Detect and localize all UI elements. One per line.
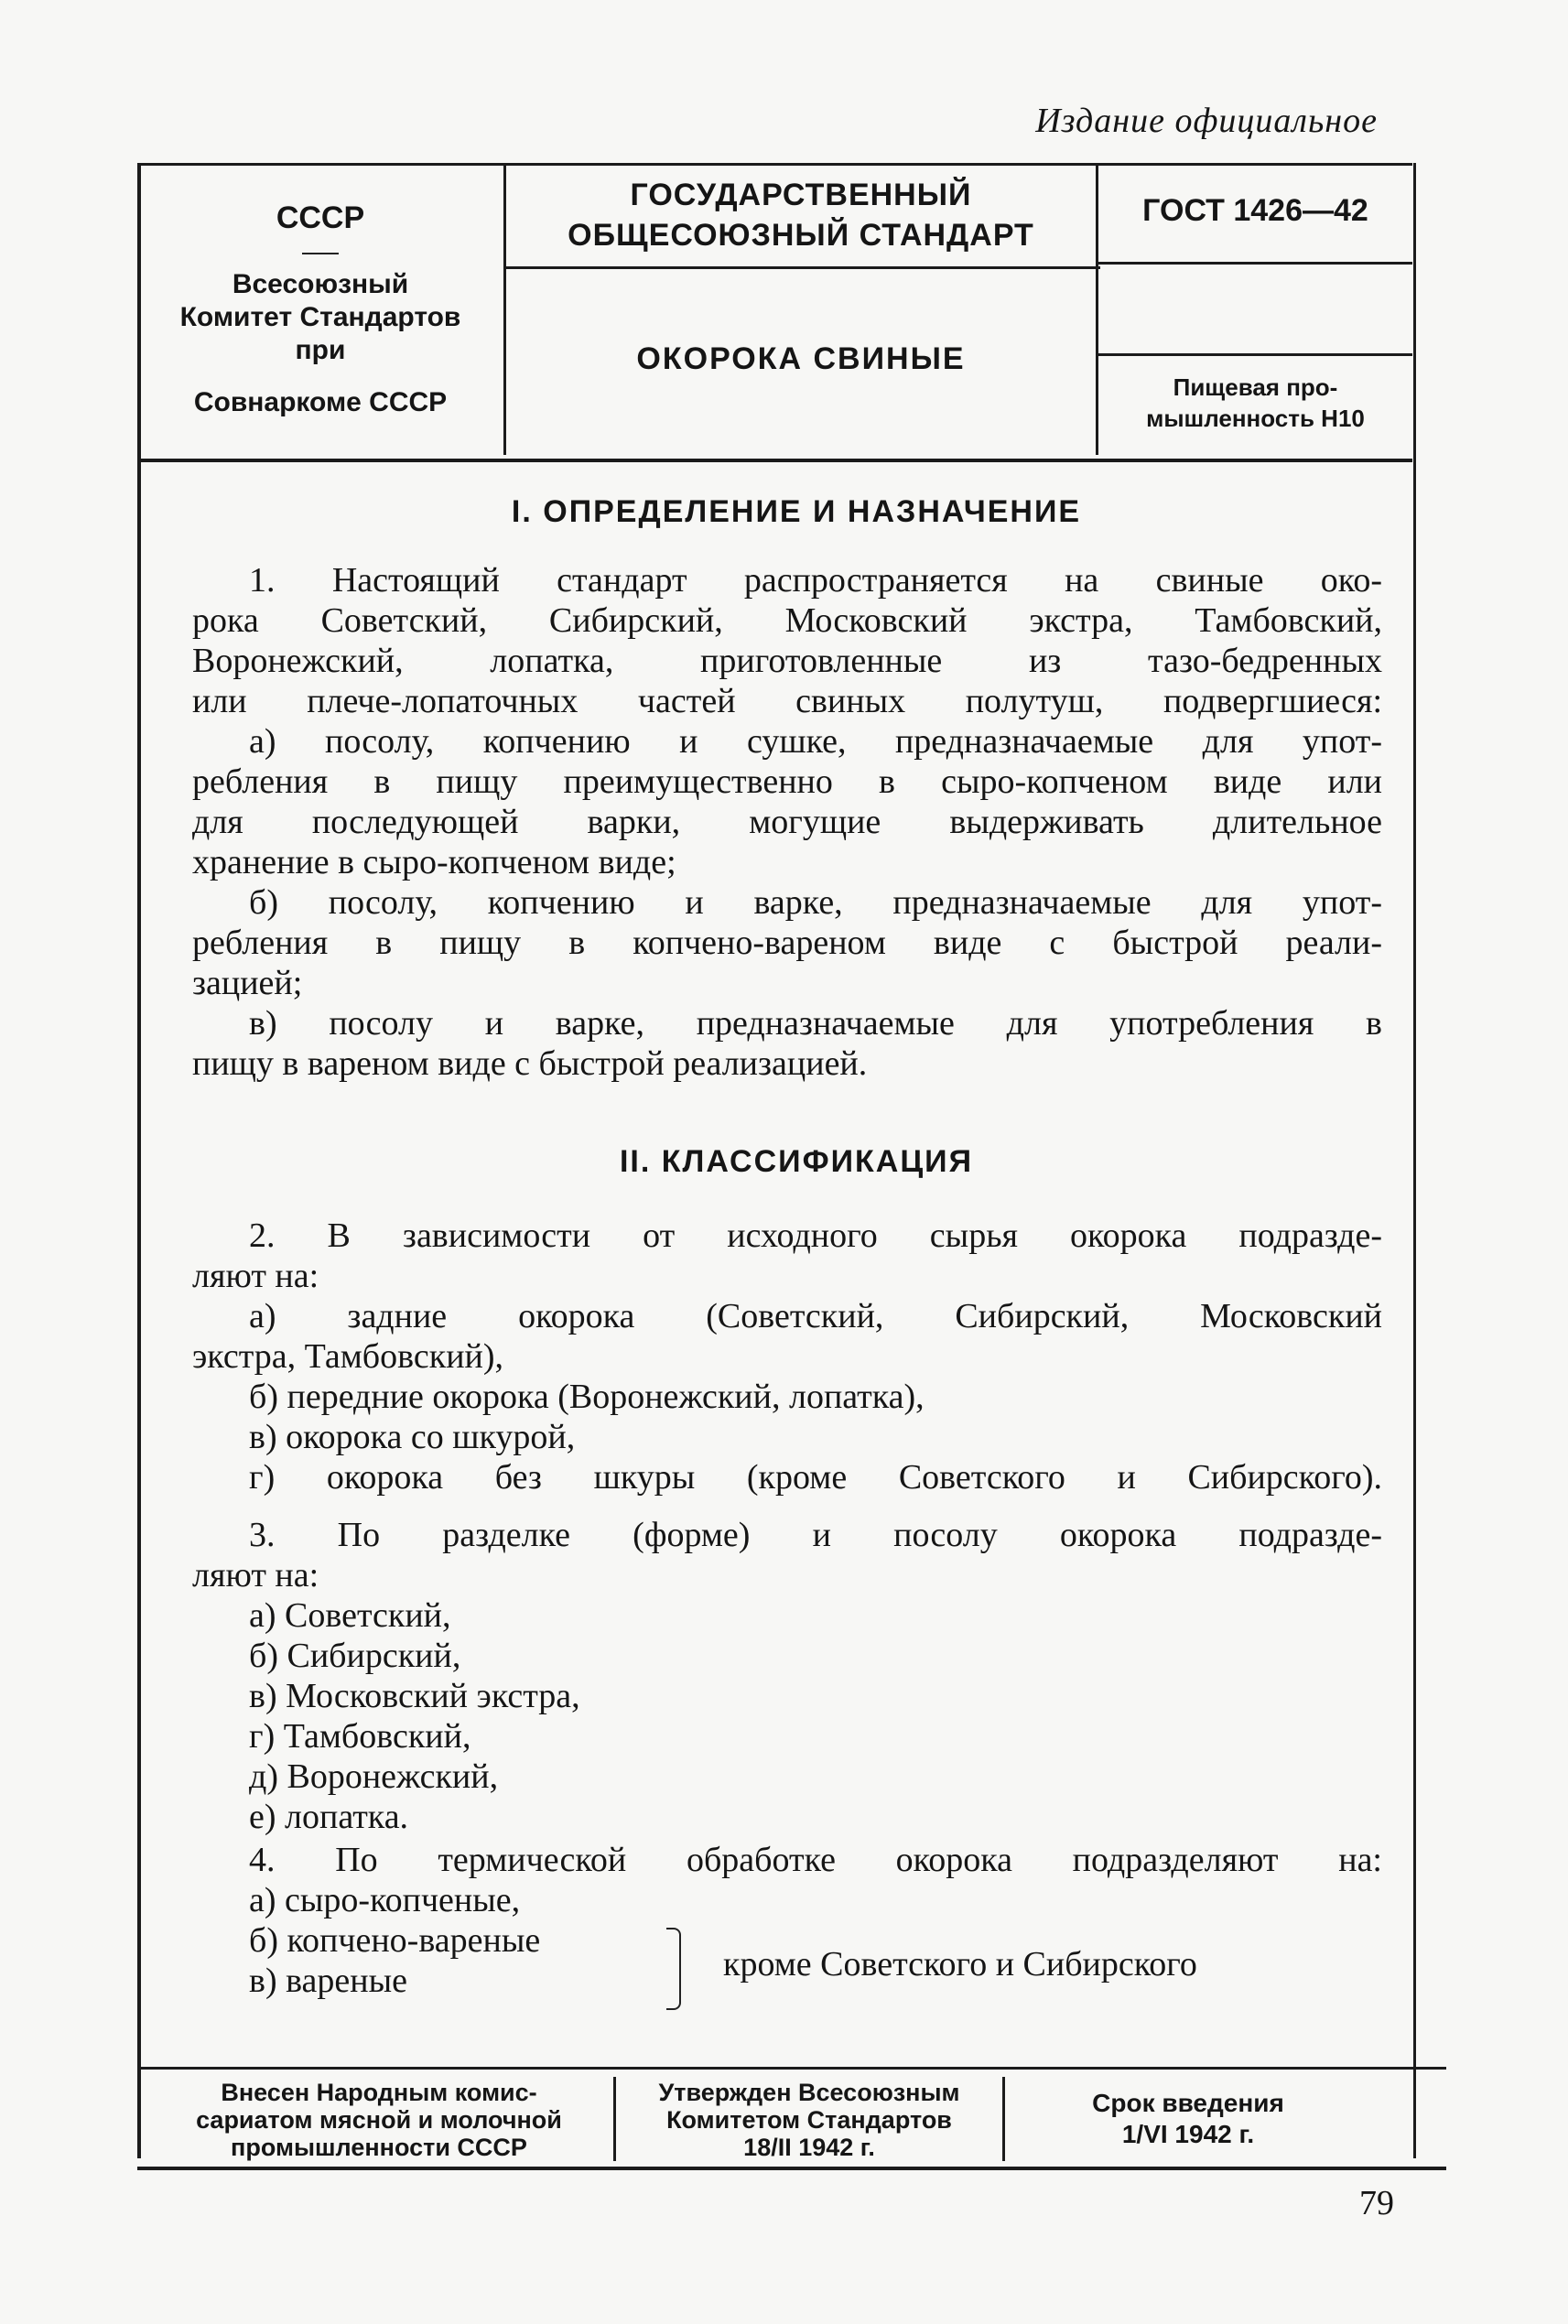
text-line: б) передние окорока (Воронежский, лопатка), xyxy=(249,1378,925,1416)
text-line: ляют на: xyxy=(192,1556,319,1594)
text-line: или плече-лопаточных частей свиных полутуш, подвергшиеся: xyxy=(192,682,1382,720)
edition-note: Издание официальное xyxy=(1035,102,1378,140)
industry-line-1: Пищевая про- xyxy=(1173,373,1338,401)
text-line: ляют на: xyxy=(192,1257,319,1295)
text-line: рока Советский, Сибирский, Московский экстра, Тамбовский, xyxy=(192,601,1382,640)
introduced-line-3: промышленности СССР xyxy=(231,2134,527,2161)
list-item: в) вареные xyxy=(249,1962,408,2000)
standard-type-line-1: ГОСУДАРСТВЕННЫЙ xyxy=(630,178,972,212)
paragraph-3-list xyxy=(192,1595,1382,1837)
text-line: в) посолу и варке, предназначаемые для употребления в xyxy=(249,1004,1382,1043)
approved-line-2: Комитетом Стандартов xyxy=(666,2106,952,2134)
standard-type-line-2: ОБЩЕСОЮЗНЫЙ СТАНДАРТ xyxy=(568,218,1034,253)
section-1-heading: I. ОПРЕДЕЛЕНИЕ И НАЗНАЧЕНИЕ xyxy=(511,494,1082,529)
product-title: ОКОРОКА СВИНЫЕ xyxy=(636,341,966,376)
list-item: а) сыро-копченые, xyxy=(249,1881,521,1919)
industry-label xyxy=(1098,372,1412,434)
list-item: д) Воронежский, xyxy=(249,1757,499,1796)
text-line: хранение в сыро-копченом виде; xyxy=(192,843,676,881)
effective-date xyxy=(1005,2088,1371,2150)
industry-line-2: мышленность Н10 xyxy=(1146,405,1365,432)
paragraph-4-note: кроме Советского и Сибирского xyxy=(723,1945,1197,1984)
gost-number: ГОСТ 1426—42 xyxy=(1142,193,1368,228)
introduced-line-2: сариатом мясной и молочной xyxy=(196,2106,562,2134)
effective-line-1: Срок введения xyxy=(1092,2089,1284,2117)
list-item: в) Московский экстра, xyxy=(249,1677,580,1715)
brace-icon xyxy=(666,1928,681,2010)
list-item: б) копчено-вареные xyxy=(249,1921,541,1960)
divider-dash xyxy=(302,253,339,254)
committee-line-1: Всесоюзный xyxy=(232,269,409,299)
text-line: г) окорока без шкуры (кроме Советского и Сибирского). xyxy=(249,1458,1382,1497)
header-block xyxy=(137,163,1412,462)
list-item: а) Советский, xyxy=(249,1596,451,1635)
committee-line-2: Комитет Стандартов xyxy=(179,302,461,332)
paragraph-3 xyxy=(192,1515,1382,1837)
introduced-line-1: Внесен Народным комис- xyxy=(221,2079,537,2106)
footer-block xyxy=(137,2067,1446,2170)
text-line: Воронежский, лопатка, приготовленные из тазо-бедренных xyxy=(192,642,1382,680)
text-line: зацией; xyxy=(192,964,303,1002)
text-line: б) посолу, копчению и варке, предназначаемые для упот- xyxy=(249,883,1382,922)
country-label: СССР xyxy=(276,200,365,235)
effective-line-2: 1/VI 1942 г. xyxy=(1121,2120,1255,2148)
section-1-text xyxy=(192,560,1382,1084)
list-item: е) лопатка. xyxy=(249,1798,409,1836)
text-line: для последующей варки, могущие выдерживать длительное xyxy=(192,803,1382,841)
text-line: 2. В зависимости от исходного сырья окорока подразде- xyxy=(249,1216,1382,1255)
text-line: ребления в пищу преимущественно в сыро-копченом виде или xyxy=(192,762,1382,801)
list-item: б) Сибирский, xyxy=(249,1637,461,1675)
paragraph-2 xyxy=(192,1216,1382,1497)
committee-text xyxy=(137,268,503,367)
approved-line-1: Утвержден Всесоюзным xyxy=(658,2079,960,2106)
text-line: в) окорока со шкурой, xyxy=(249,1418,576,1456)
standard-type xyxy=(506,175,1096,255)
approved-by xyxy=(616,2079,1002,2161)
text-line: а) задние окорока (Советский, Сибирский, Московский xyxy=(249,1297,1382,1335)
section-2-heading: II. КЛАССИФИКАЦИЯ xyxy=(619,1144,974,1179)
text-line: ребления в пищу в копчено-вареном виде с быстрой реали- xyxy=(192,924,1382,962)
approved-line-3: 18/II 1942 г. xyxy=(743,2134,875,2161)
page-number: 79 xyxy=(1359,2184,1394,2222)
sovnarkom-label: Совнаркоме СССР xyxy=(193,387,448,417)
text-line: экстра, Тамбовский), xyxy=(192,1337,504,1376)
text-line: а) посолу, копчению и сушке, предназначаемые для упот- xyxy=(249,722,1382,761)
text-line: 4. По термической обработке окорока подразделяют на: xyxy=(249,1841,1382,1879)
text-line: 1. Настоящий стандарт распространяется на свиные око- xyxy=(249,561,1382,600)
text-line: пищу в вареном виде с быстрой реализацией. xyxy=(192,1044,868,1083)
committee-line-3: при xyxy=(295,335,346,365)
list-item: г) Тамбовский, xyxy=(249,1717,471,1756)
introduced-by xyxy=(145,2079,613,2161)
text-line: 3. По разделке (форме) и посолу окорока подразде- xyxy=(249,1516,1382,1554)
